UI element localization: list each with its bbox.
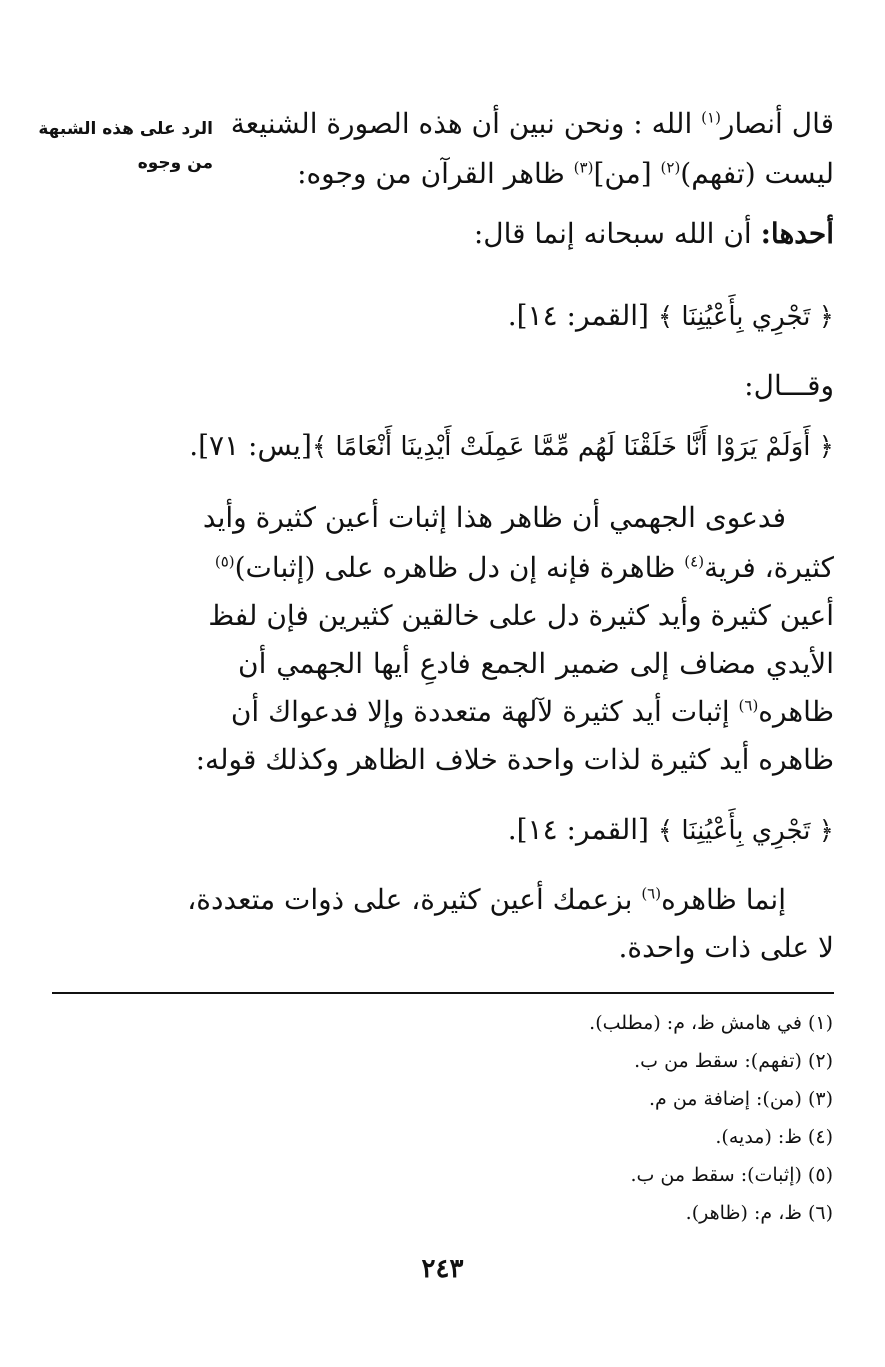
footnote-marker: (٢) xyxy=(660,158,681,177)
text-run: إنما ظاهره xyxy=(661,883,786,916)
footnote-6: (٦) ظ، م: (ظاهر). xyxy=(685,1202,833,1224)
text-run: ظاهره xyxy=(758,695,834,728)
footnote-2: (٢) (تفهم): سقط من ب. xyxy=(634,1050,833,1072)
margin-note xyxy=(38,112,213,180)
footnote-marker: (١) xyxy=(701,108,721,127)
text-run: ظاهر القرآن من وجوه: xyxy=(297,157,574,190)
text-run: ليست (تفهم) xyxy=(680,157,834,190)
text-run: بزعمك أعين كثيرة، على ذوات متعددة، xyxy=(187,883,642,916)
text-run: أن الله سبحانه إنما قال: xyxy=(473,217,761,250)
text-run: فدعوى الجهمي أن ظاهر هذا إثبات أعين كثيرة وأيد xyxy=(202,501,786,534)
verse-reference: [القمر: ١٤]. xyxy=(507,299,658,332)
text-run: وقـــال: xyxy=(744,369,834,402)
quran-verse: ﴿ أَوَلَمْ يَرَوْا أَنَّا خَلَقْنَا لَهُم مِّمَّا عَمِلَتْ أَيْدِينَا أَنْعَامًا ﴾ xyxy=(311,432,834,462)
text-run: الأيدي مضاف إلى ضمير الجمع فادعِ أيها الجهمي أن xyxy=(238,647,834,680)
paragraph-1-line-2 xyxy=(297,154,834,194)
paragraph-3-line-1 xyxy=(203,498,786,538)
footnote-1: (١) في هامش ظ، م: (مطلب). xyxy=(589,1012,833,1034)
quran-verse: ﴿ تَجْرِي بِأَعْيُنِنَا ﴾ xyxy=(657,816,834,846)
margin-note-line-2: من وجوه xyxy=(137,153,213,173)
footnote-3: (٣) (من): إضافة من م. xyxy=(649,1088,833,1110)
footnote-4: (٤) ظ: (مديه). xyxy=(715,1126,833,1148)
text-run: إثبات أيد كثيرة لآلهة متعددة وإلا فدعواك أن xyxy=(230,695,739,728)
footnotes xyxy=(233,1004,833,1232)
quran-quote-3 xyxy=(508,810,834,851)
paragraph-3-line-6 xyxy=(196,740,834,780)
quran-quote-1 xyxy=(508,296,834,337)
quran-quote-2 xyxy=(189,426,834,467)
margin-note-line-1: الرد على هذه الشبهة xyxy=(38,119,213,139)
footnote-marker: (٥) xyxy=(214,552,235,571)
paragraph-1-line-1 xyxy=(230,104,834,144)
text-run: قال أنصار xyxy=(720,107,834,140)
text-run: ظاهرة فإنه إن دل ظاهره على (إثبات) xyxy=(234,551,685,584)
waqal-line xyxy=(744,366,834,406)
paragraph-3-line-4 xyxy=(238,644,834,684)
paragraph-3-line-2 xyxy=(214,548,834,588)
text-run: كثيرة، فرية xyxy=(704,551,834,584)
footnote-marker: (٤) xyxy=(684,552,705,571)
paragraph-3-line-3 xyxy=(208,596,834,636)
paragraph-4-line-2 xyxy=(619,928,834,968)
text-run: أعين كثيرة وأيد كثيرة دل على خالقين كثيرين فإن لفظ xyxy=(208,599,834,632)
verse-reference: [القمر: ١٤]. xyxy=(507,813,658,846)
footnote-marker: (٦) xyxy=(641,884,662,903)
text-run: الله : ونحن نبين أن هذه الصورة الشنيعة xyxy=(230,107,702,140)
point-label: أحدها: xyxy=(760,217,834,250)
text-run: [من] xyxy=(593,157,661,190)
footnote-marker: (٦) xyxy=(738,696,759,715)
footnote-5: (٥) (إثبات): سقط من ب. xyxy=(630,1164,833,1186)
verse-reference: [يس: ٧١]. xyxy=(189,429,312,462)
page-number: ٢٤٣ xyxy=(421,1254,464,1284)
text-run: ظاهره أيد كثيرة لذات واحدة خلاف الظاهر وكذلك قوله: xyxy=(195,743,834,776)
paragraph-2-line xyxy=(474,214,834,254)
text-run: لا على ذات واحدة. xyxy=(618,931,834,964)
quran-verse: ﴿ تَجْرِي بِأَعْيُنِنَا ﴾ xyxy=(657,302,834,332)
footnote-marker: (٣) xyxy=(573,158,594,177)
footnote-divider xyxy=(52,992,834,994)
paragraph-4-line-1 xyxy=(187,880,786,920)
paragraph-3-line-5 xyxy=(230,692,834,732)
